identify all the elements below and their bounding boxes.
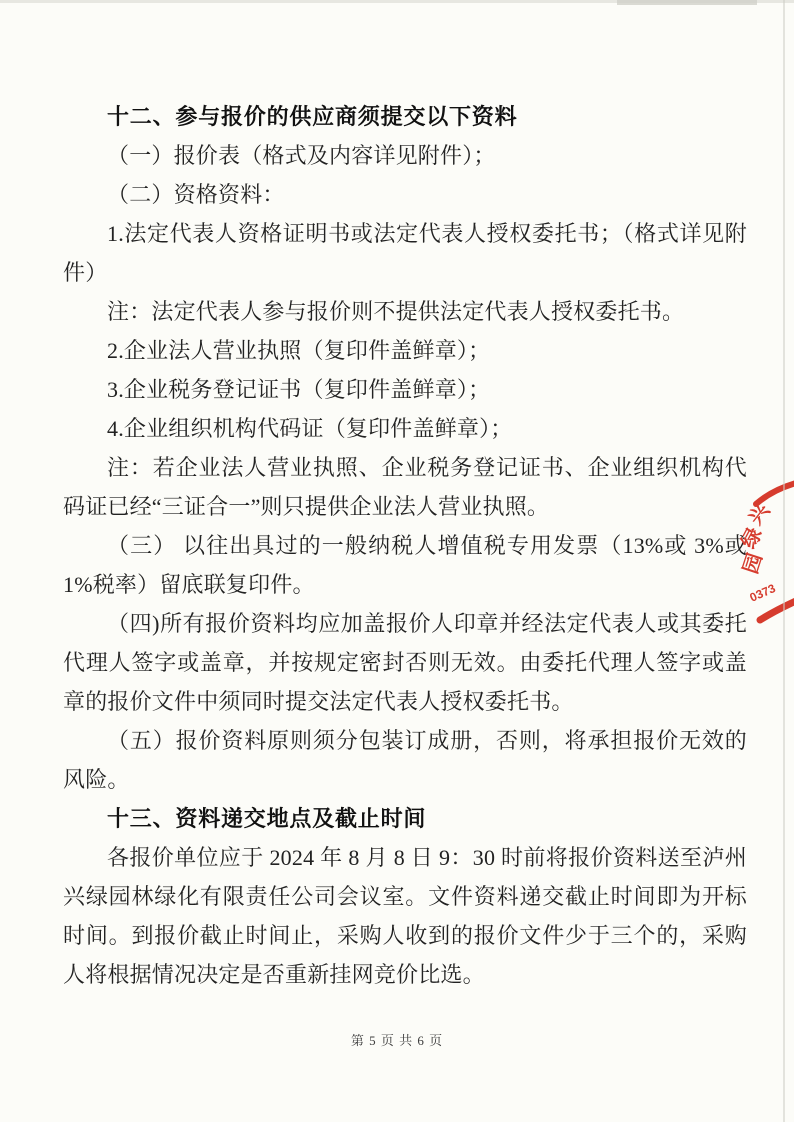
paragraph-business-license: 2.企业法人营业执照（复印件盖鲜章）； xyxy=(107,338,491,363)
page-footer: 第 5 页 共 6 页 xyxy=(350,1033,444,1048)
seal-arc-char: 园 xyxy=(739,550,767,577)
seal-number: 0373 xyxy=(747,581,778,605)
seal-arc-char: 兴 xyxy=(744,499,775,530)
seal-arc-char: 绿 xyxy=(737,524,767,553)
paragraph-note-legal-rep: 注：法定代表人参与报价则不提供法定代表人授权委托书。 xyxy=(107,299,685,324)
official-seal-fragment xyxy=(737,480,794,650)
paragraph-seal-signature: （四)所有报价资料均应加盖报价人印章并经法定代表人或其委托代理人签字或盖章，并按规定密封否则无效。由委托代理人签字或盖章的报价文件中须同时提交法定代表人授权委托书。 xyxy=(63,611,747,714)
section-heading-12: 十二、参与报价的供应商须提交以下资料 xyxy=(107,104,518,129)
paragraph-quote-table: （一）报价表（格式及内容详见附件）； xyxy=(107,143,496,168)
paragraph-binding: （五）报价资料原则须分包装订成册，否则，将承担报价无效的风险。 xyxy=(63,728,747,792)
section-heading-13: 十三、资料递交地点及截止时间 xyxy=(107,806,427,831)
paragraph-legal-rep-cert: 1.法定代表人资格证明书或法定代表人授权委托书；（格式详见附件） xyxy=(63,221,747,285)
paragraph-qualification: （二）资格资料： xyxy=(107,182,285,207)
paragraph-org-code-cert: 4.企业组织机构代码证（复印件盖鲜章）； xyxy=(107,416,513,441)
paragraph-vat-invoice: （三） 以往出具过的一般纳税人增值税专用发票（13%或 3%或 1%税率）留底联复印件。 xyxy=(63,533,747,597)
scan-artifact-top-streak xyxy=(617,0,757,5)
document-body xyxy=(63,97,747,994)
paragraph-deadline: 各报价单位应于 2024 年 8 月 8 日 9：30 时前将报价资料送至泸州兴绿园林绿化有限责任公司会议室。文件资料递交截止时间即为开标时间。到报价截止时间止，采购人收到的报价文件少于三个的，采购人将根据情况决定是否重新挂网竞价比选。 xyxy=(63,845,747,987)
paragraph-note-three-in-one: 注：若企业法人营业执照、企业税务登记证书、企业组织机构代码证已经“三证合一”则只提供企业法人营业执照。 xyxy=(63,455,747,519)
scan-artifact-edge-line xyxy=(783,0,785,1122)
paragraph-tax-cert: 3.企业税务登记证书（复印件盖鲜章）； xyxy=(107,377,491,402)
